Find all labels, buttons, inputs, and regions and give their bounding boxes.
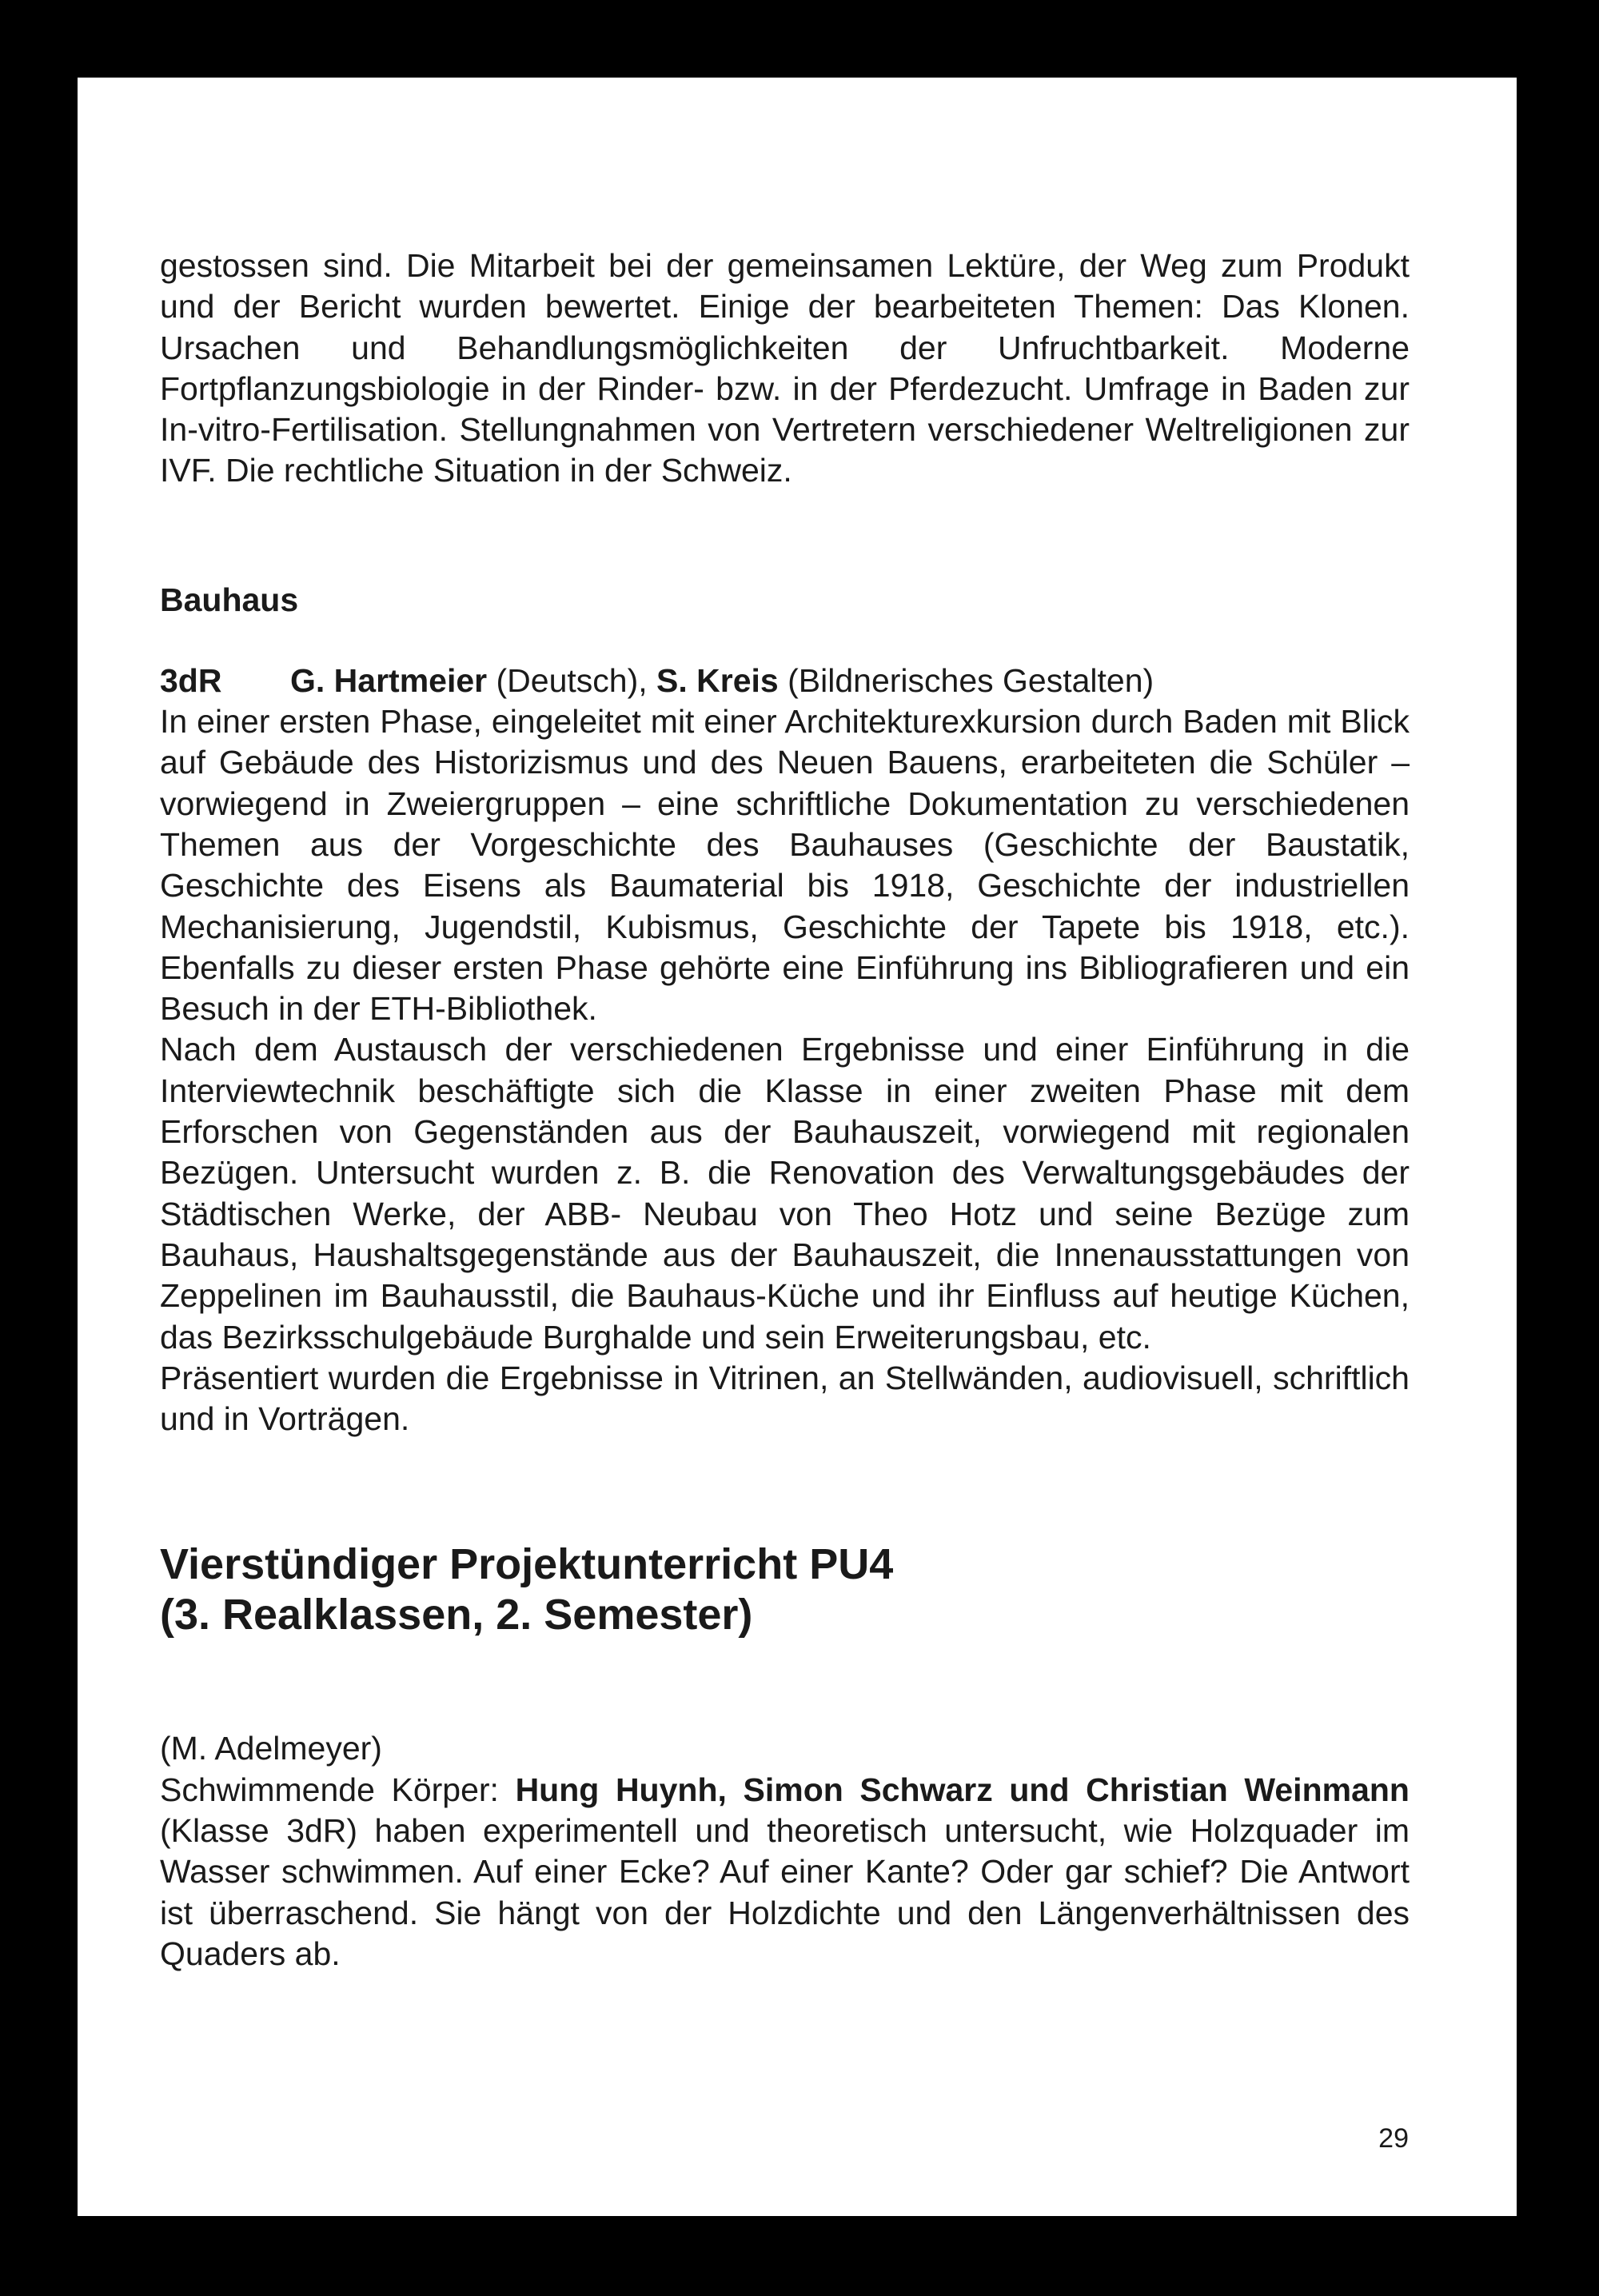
pu4-students: Hung Huynh, Simon Schwarz und Christian Weinmann bbox=[515, 1771, 1410, 1808]
pu4-topic: Schwimmende Körper: bbox=[160, 1771, 499, 1808]
page-number: 29 bbox=[1378, 2123, 1409, 2154]
teacher1-subject: (Deutsch), bbox=[496, 661, 648, 699]
bauhaus-credits bbox=[160, 661, 1410, 701]
bauhaus-paragraph-3: Präsentiert wurden die Ergebnisse in Vitrinen, an Stellwänden, audiovisuell, schriftlich und in Vorträgen. bbox=[160, 1359, 1410, 1438]
pu4-heading-line2: (3. Realklassen, 2. Semester) bbox=[160, 1591, 753, 1639]
teacher1-name: G. Hartmeier bbox=[290, 661, 488, 699]
intro-paragraph: gestossen sind. Die Mitarbeit bei der gemeinsamen Lektüre, der Weg zum Produkt und der Bericht wurden bewertet. Einige der bearbeiteten Themen: Das Klonen. Ursachen und Behandlungsmöglichkeiten der Unfruchtbarkeit. Moderne Fortpflanzungsbiologie in der Rinder- bzw. in der Pferdezucht. Umfrage in Baden zur In-vitro-Fertilisation. Stellungnahmen von Vertretern verschiedener Weltreligionen zur IVF. Die rechtliche Situation in der Schweiz. bbox=[160, 247, 1410, 489]
bauhaus-heading: Bauhaus bbox=[160, 581, 299, 618]
pu4-paragraph bbox=[160, 1770, 1410, 1975]
page-content bbox=[160, 246, 1410, 1975]
teacher2-subject: (Bildnerisches Gestalten) bbox=[788, 661, 1154, 699]
document-page bbox=[78, 78, 1517, 2216]
pu4-description: (Klasse 3dR) haben experimentell und theoretisch untersucht, wie Holzquader im Wasser schwimmen. Auf einer Ecke? Auf einer Kante? Oder gar schief? Die Antwort ist überraschend. Sie hängt von der Holzdichte und den Längenverhältnissen des Quaders ab. bbox=[160, 1812, 1410, 1972]
class-code: 3dR bbox=[160, 661, 222, 699]
pu4-heading-line1: Vierstündiger Projektunterricht PU4 bbox=[160, 1540, 894, 1589]
bauhaus-paragraph-1: In einer ersten Phase, eingeleitet mit einer Architekturexkursion durch Baden mit Blick auf Gebäude des Historizismus und des Neuen Bauens, erarbeiteten die Schüler – vorwiegend in Zweiergruppen – eine schriftliche Dokumentation zu verschiedenen Themen aus der Vorgeschichte des Bauhauses (Geschichte der Baustatik, Geschichte des Eisens als Baumaterial bis 1918, Geschichte der industriellen Mechanisierung, Jugendstil, Kubismus, Geschichte der Tapete bis 1918, etc.). Ebenfalls zu dieser ersten Phase gehörte eine Einführung ins Bibliografieren und ein Besuch in der ETH-Bibliothek. bbox=[160, 703, 1410, 1028]
pu4-teacher: (M. Adelmeyer) bbox=[160, 1730, 382, 1767]
teacher2-name: S. Kreis bbox=[656, 661, 779, 699]
bauhaus-paragraph-2: Nach dem Austausch der verschiedenen Ergebnisse und einer Einführung in die Interviewtechnik beschäftigte sich die Klasse in einer zweiten Phase mit dem Erforschen von Gegenständen aus der Bauhauszeit, vorwiegend mit regionalen Bezügen. Untersucht wurden z. B. die Renovation des Verwaltungsgebäudes der Städtischen Werke, der ABB- Neubau von Theo Hotz und seine Bezüge zum Bauhaus, Haushaltsgegenstände aus der Bauhauszeit, die Innenausstattungen von Zeppelinen im Bauhausstil, die Bauhaus-Küche und ihr Einfluss auf heutige Küchen, das Bezirksschulgebäude Burghalde und sein Erweiterungsbau, etc. bbox=[160, 1031, 1410, 1356]
